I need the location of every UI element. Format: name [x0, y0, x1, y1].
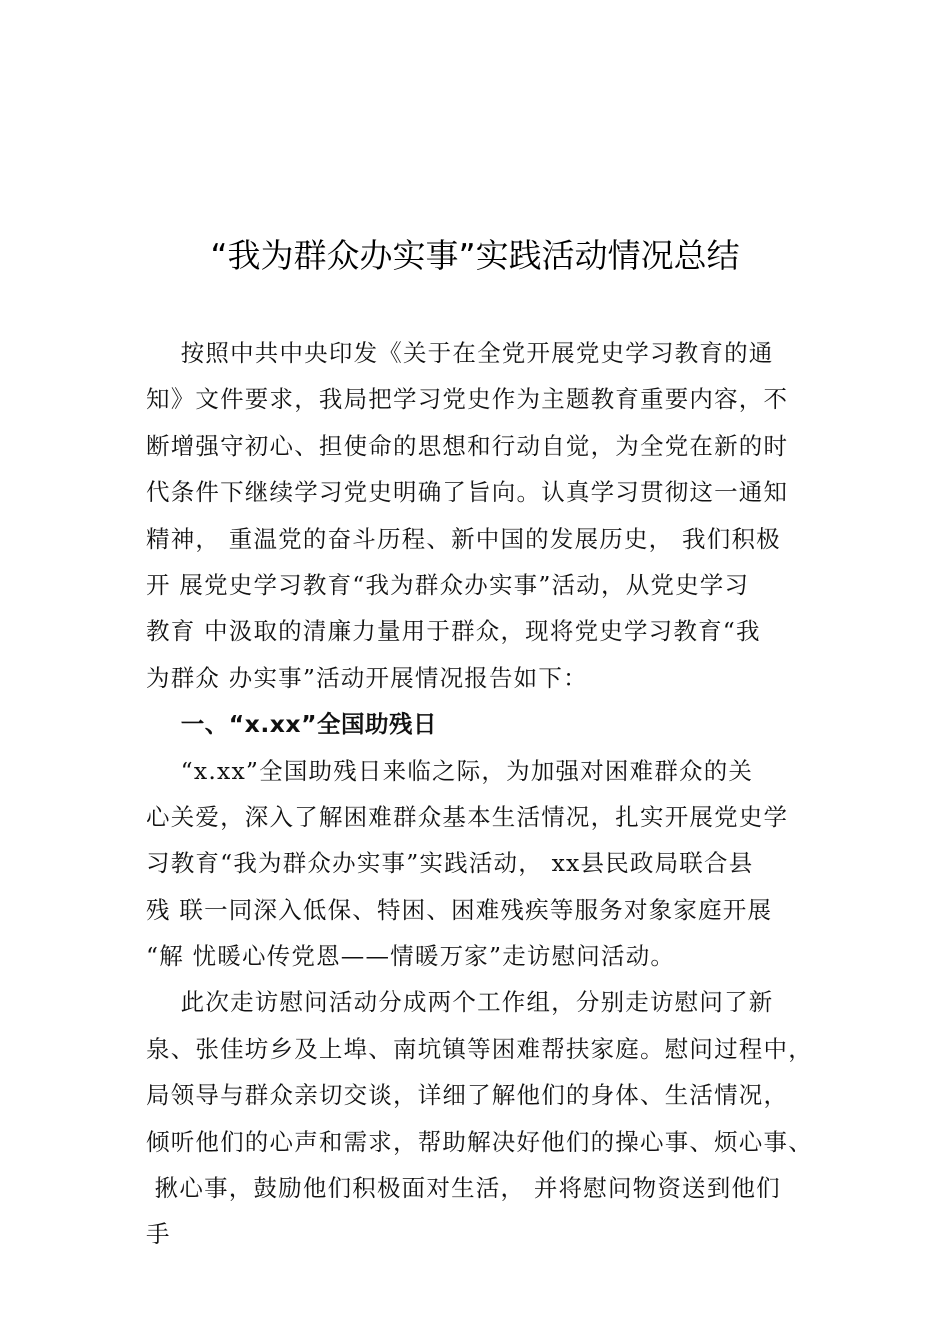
paragraph-line: “解 忧暖心传党恩——情暖万家”走访慰问活动。 — [146, 942, 676, 971]
paragraph-line: 习教育“我为群众办实事”实践活动， xx县民政局联合县 — [146, 849, 754, 878]
paragraph-line: 揪心事，鼓励他们积极面对生活， 并将慰问物资送到他们 — [146, 1174, 781, 1203]
paragraph-line: 倾听他们的心声和需求，帮助解决好他们的操心事、烦心事、 — [146, 1127, 813, 1156]
paragraph-line: 残 联一同深入低保、特困、困难残疾等服务对象家庭开展 — [146, 895, 773, 924]
paragraph-line: 心关爱，深入了解困难群众基本生活情况，扎实开展党史学 — [146, 802, 789, 831]
paragraph-line: “x.xx”全国助残日来临之际，为加强对困难群众的关 — [146, 756, 754, 785]
paragraph-line: 知》文件要求，我局把学习党史作为主题教育重要内容，不 — [146, 385, 789, 414]
paragraph-line: 开 展党史学习教育“我为群众办实事”活动，从党史学习 — [146, 570, 750, 599]
paragraph-line: 教育 中汲取的清廉力量用于群众，现将党史学习教育“我 — [146, 617, 761, 646]
paragraph-line: 此次走访慰问活动分成两个工作组，分别走访慰问了新 — [146, 988, 774, 1017]
paragraph-line: 局领导与群众亲切交谈，详细了解他们的身体、生活情况， — [146, 1081, 789, 1110]
paragraph-line: 为群众 办实事”活动开展情况报告如下： — [146, 663, 588, 692]
paragraph-line: 精神， 重温党的奋斗历程、新中国的发展历史， 我们积极 — [146, 524, 781, 553]
paragraph-line: 断增强守初心、担使命的思想和行动自觉，为全党在新的时 — [146, 431, 789, 460]
paragraph-line: 代条件下继续学习党史明确了旨向。认真学习贯彻这一通知 — [146, 478, 789, 507]
document-body — [146, 330, 813, 1258]
paragraph-line: 泉、张佳坊乡及上埠、南坑镇等困难帮扶家庭。慰问过程中， — [146, 1034, 813, 1063]
document-title: “我为群众办实事”实践活动情况总结 — [210, 236, 740, 275]
paragraph-line: 按照中共中央印发《关于在全党开展党史学习教育的通 — [146, 339, 774, 367]
section-heading: 一、“x.xx”全国助残日 — [146, 710, 438, 739]
paragraph-line: 手 — [146, 1220, 171, 1249]
